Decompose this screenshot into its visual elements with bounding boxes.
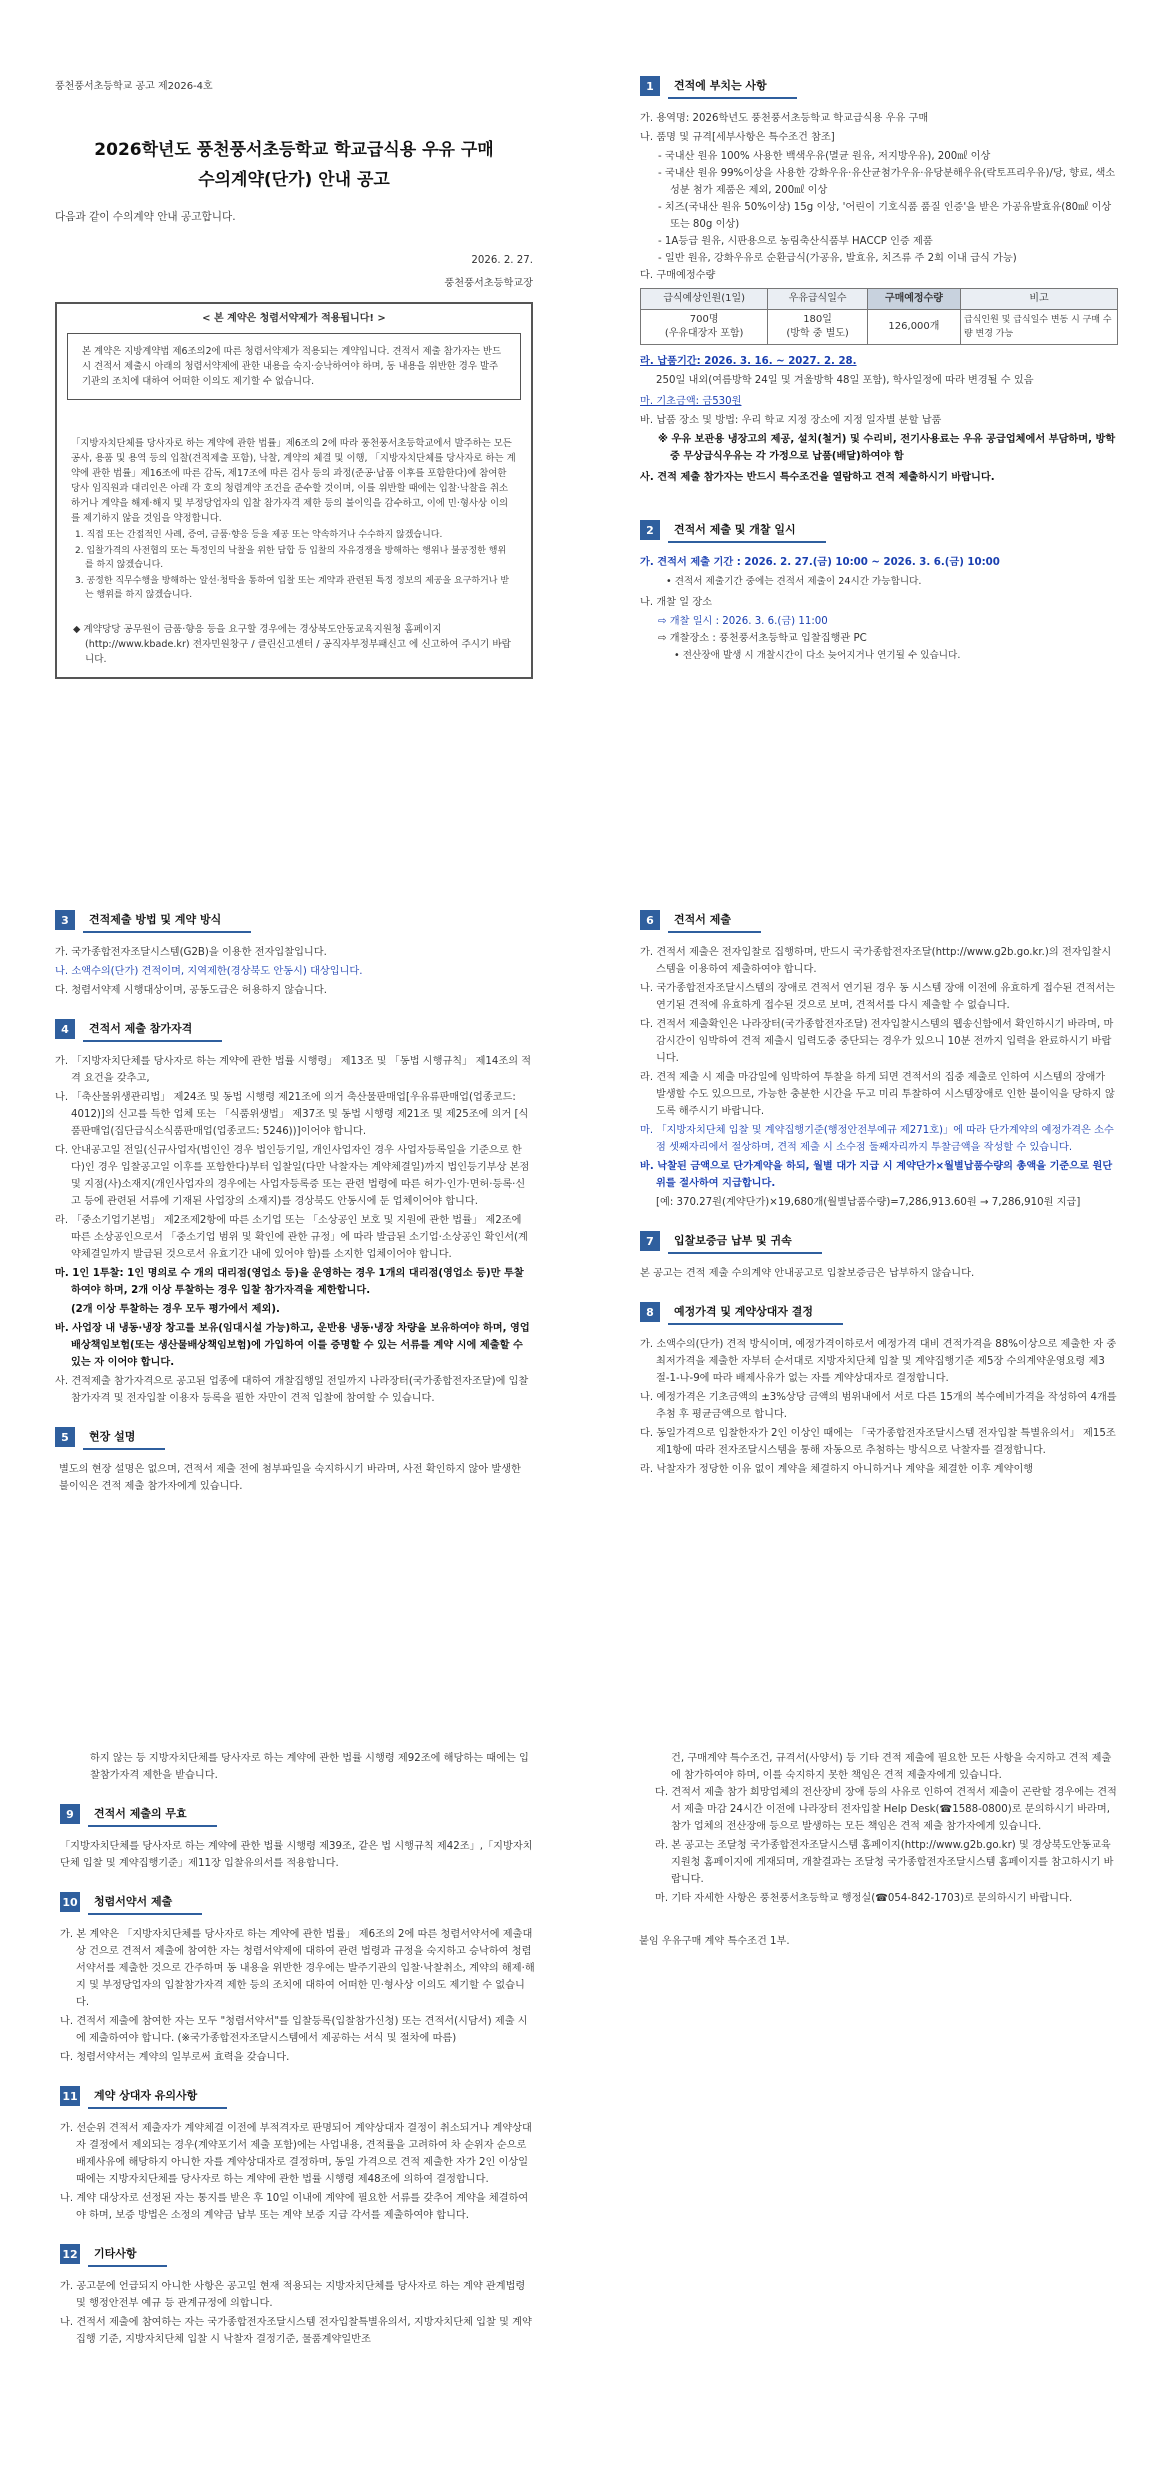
s1-item: 나. 품명 및 규격[세부사항은 특수조건 참조] xyxy=(640,132,835,143)
table-row xyxy=(641,310,1118,345)
integrity-item: 2. 입찰가격의 사전협의 또는 특정인의 낙찰을 위한 담합 등 입찰의 자유경쟁을 방해하는 행위나 불공정한 행위를 하지 않겠습니다. xyxy=(75,546,507,570)
table-header: 구매예정수량 xyxy=(867,289,960,310)
integrity-item: 1. 직접 또는 간접적인 사례, 증여, 금품·향응 등을 제공 또는 약속하거나 수수하지 않겠습니다. xyxy=(75,530,443,540)
section-number: 9 xyxy=(60,1804,80,1824)
s10-item: 가. 본 계약은 「지방자치단체를 당사자로 하는 계약에 관한 법률」 제6조의 2에 따른 청렴서약서에 제출대상 건으로 견적서 제출에 참여한 자는 청렴서약제에 대하여 관련 법령과 규정을 숙지하고 승낙하여 청렴서약서를 제출한 것으로 간주하며 동 내용을 위반한 경우에는 발주기관의 입찰·낙찰취소, 계약의 해제·해지 및 부정당업자의 입찰참가자격 제한 등의 조치에 대하여 어떠한 민·형사상 이의도 제기할 수 없습니다. xyxy=(60,1929,535,2008)
base-price: 마. 기초금액: 금530원 xyxy=(640,396,742,407)
table-cell: 126,000개 xyxy=(867,310,960,345)
section-title: 예정가격 및 계약상대자 결정 xyxy=(668,1300,843,1325)
page1b-right xyxy=(640,906,1118,1480)
table-header: 우유급식일수 xyxy=(768,289,868,310)
integrity-notice: 본 계약은 지방계약법 제6조의2에 따른 청렴서약제가 적용되는 계약입니다. 견적서 제출 참가자는 반드시 견적서 제출시 아래의 청렴서약제에 관한 내용을 숙지·승낙하여야 하며, 동 내용을 위반한 경우 발주기관의 조치에 대하여 어떠한 이의도 제기할 수 없습니다. xyxy=(67,333,521,400)
section-9-header xyxy=(60,1800,535,1828)
opening-place: ⇨ 개찰장소 : 풍천풍서초등학교 입찰집행관 PC xyxy=(658,633,867,644)
section-title: 견적서 제출 및 개찰 일시 xyxy=(668,518,826,543)
integrity-pledge: 「지방자치단체를 당사자로 하는 계약에 관한 법률」제6조의 2에 따라 풍천풍서초등학교에서 발주하는 모든 공사, 용품 및 용역 등의 입찰(견적제출 포함), 낙찰, 계약의 체결 및 이행, 「지방자치단체를 당사자로 하는 계약에 관한 법률」제16조에 따른 감독, 제17조에 따른 검사 등의 과정(준공·납품 이후를 포함한다)에 참여한 당사 임직원과 대리인은 아래 각 호의 청렴계약 조건을 준수할 것이며, 이를 위반할 때에는 입찰·낙찰을 취소하거나 계약을 해제·해지 및 부정당업자의 입찰 참가자격 제한 등의 불이익을 감수하고, 이에 민·형사상 이의를 제기하지 않을 것임을 약정합니다. xyxy=(71,438,516,524)
s5-text: 별도의 현장 설명은 없으며, 견적서 제출 전에 첨부파일을 숙지하시기 바라며, 사전 확인하지 않아 발생한 불이익은 견적 제출 참가자에게 있습니다. xyxy=(59,1464,521,1492)
s6-item: 바. 낙찰된 금액으로 단가계약을 하되, 월별 대가 지급 시 계약단가×월별납품수량의 총액을 기준으로 원단위를 절사하여 지급합니다. xyxy=(640,1161,1113,1189)
section-6-header xyxy=(640,906,1118,934)
s12-item: 나. 견적서 제출에 참여하는 자는 국가종합전자조달시스템 전자입찰특별유의서, 지방자치단체 입찰 및 계약 집행 기준, 지방자치단체 입찰 시 낙찰자 결정기준, 물품계약일반조 xyxy=(60,2317,532,2345)
intro-text: 다음과 같이 수의계약 안내 공고합니다. xyxy=(55,211,236,223)
s6-item: 라. 견적 제출 시 제출 마감일에 임박하여 투찰을 하게 되면 견적서의 집중 제출로 인하여 시스템의 장애가 발생할 수도 있으므로, 가능한 충분한 시간을 두고 미리 투찰하여 시스템장애로 인한 불이익을 당하지 않도록 해주시기 바랍니다. xyxy=(640,1072,1115,1117)
s2-item: 나. 개찰 일 장소 xyxy=(640,597,712,608)
s6-item: 가. 견적서 제출은 전자입찰로 집행하며, 반드시 국가종합전자조달(http://www.g2b.go.kr.)의 전자입찰시스템을 이용하여 제출하여야 합니다. xyxy=(640,947,1112,975)
continued-text: 건, 구매계약 특수조건, 규격서(사양서) 등 기타 견적 제출에 필요한 모든 사항을 숙지하고 견적 제출에 참가하여야 하며, 이를 숙지하지 못한 책임은 견적 제출자에게 있습니다. xyxy=(671,1753,1112,1781)
integrity-box-heading: < 본 계약은 청렴서약제가 적용됩니다! > xyxy=(202,313,386,324)
s6-example: [예: 370.27원(계약단가)×19,680개(월별납품수량)=7,286,913.60원 → 7,286,910원 지급] xyxy=(656,1197,1081,1208)
integrity-box xyxy=(55,302,533,679)
s12-item: 가. 공고문에 언급되지 아니한 사항은 공고일 현재 적용되는 지방자치단체를 당사자로 하는 계약 관계법령 및 행정안전부 예규 등 관계규정에 의합니다. xyxy=(60,2281,526,2309)
page2-right xyxy=(639,1750,1118,1950)
s10-item: 나. 견적서 제출에 참여한 자는 모두 "청렴서약서"를 입찰등록(입찰참가신청) 또는 견적서(시담서) 제출 시에 제출하여야 합니다. (※국가종합전자조달시스템에서 제공하는 서식 및 절차에 따름) xyxy=(60,2016,528,2044)
s12-item: 라. 본 공고는 조달청 국가종합전자조달시스템 홈페이지(http://www.g2b.go.kr) 및 경상북도안동교육지원청 홈페이지에 게재되며, 개찰결과는 조달청 국가종합전자조달시스템 홈페이지를 참고하시기 바랍니다. xyxy=(655,1840,1114,1885)
section-title: 견적서 제출의 무효 xyxy=(88,1802,217,1827)
section-title: 현장 설명 xyxy=(83,1425,165,1450)
s4-item: 라. 「중소기업기본법」 제2조제2항에 따른 소기업 또는 「소상공인 보호 및 지원에 관한 법률」 제2조에 따른 소상공인으로서 「중소기업 범위 및 확인에 관한 규정」에 따라 발급된 소기업·소상공인 확인서(계약체결일까지 발급된 것으로서 유효기간 내에 있어야 함)를 소지한 업체이어야 합니다. xyxy=(55,1215,528,1260)
section-2-header xyxy=(640,516,1118,544)
section-number: 11 xyxy=(60,2086,80,2106)
s8-item: 라. 낙찰자가 정당한 이유 없이 계약을 체결하지 아니하거나 계약을 체결한 이후 계약이행 xyxy=(640,1464,1034,1475)
section-number: 10 xyxy=(60,1892,80,1912)
s1-item: 바. 납품 장소 및 방법: 우리 학교 지정 장소에 지정 일자별 분할 납품 xyxy=(640,415,942,426)
s3-item: 가. 국가종합전자조달시스템(G2B)을 이용한 전자입찰입니다. xyxy=(55,947,327,958)
section-10-header xyxy=(60,1888,535,1916)
section-1-header xyxy=(640,72,1118,100)
section-title: 견적서 제출 참가자격 xyxy=(83,1017,222,1042)
s4-item: 사. 견적제출 참가자격으로 공고된 업종에 대하여 개찰집행일 전일까지 나라장터(국가종합전자조달)에 입찰참가자격 및 전자입찰 이용자 등록을 필한 자만이 견적 입찰에 참여할 수 있습니다. xyxy=(55,1376,529,1404)
section-number: 3 xyxy=(55,910,75,930)
notice-date: 2026. 2. 27. xyxy=(471,255,533,266)
attachment-note: 붙임 우유구매 계약 특수조건 1부. xyxy=(639,1936,790,1947)
section-number: 4 xyxy=(55,1019,75,1039)
s1-note: ※ 우유 보관용 냉장고의 제공, 설치(철거) 및 수리비, 전기사용료는 우유 공급업체에서 부담하며, 방학 중 무상급식우유는 각 가정으로 납품(배달)하여야 함 xyxy=(658,434,1116,462)
section-title: 견적제출 방법 및 계약 방식 xyxy=(83,908,251,933)
s1-spec: - 국내산 원유 99%이상을 사용한 강화우유·유산균첨가우유·유당분해우유(락토프리우유)/당, 향료, 색소 성분 첨가 제품은 제외, 200㎖ 이상 xyxy=(658,168,1116,196)
table-header: 급식예상인원(1일) xyxy=(641,289,768,310)
s11-item: 나. 계약 대상자로 선정된 자는 통지를 받은 후 10일 이내에 계약에 필요한 서류를 갖추어 계약을 체결하여야 하며, 보증 방법은 소정의 계약금 납부 또는 계약 보증 지급 각서를 제출하여야 합니다. xyxy=(60,2193,529,2221)
s6-item: 다. 견적서 제출확인은 나라장터(국가종합전자조달) 전자입찰시스템의 웹송신함에서 확인하시기 바라며, 마감시간이 임박하여 견적 제출시 입력도중 중단되는 경우가 있으니 10분 전까지 입력을 완료하시기 바랍니다. xyxy=(640,1019,1114,1064)
s3-item: 다. 청렴서약제 시행대상이며, 공동도급은 허용하지 않습니다. xyxy=(55,985,327,996)
section-number: 6 xyxy=(640,910,660,930)
title-line2: 수의계약(단가) 안내 공고 xyxy=(198,170,390,190)
opening-date: ⇨ 개찰 일시 : 2026. 3. 6.(금) 11:00 xyxy=(658,616,828,627)
s8-item: 가. 소액수의(단가) 견적 방식이며, 예정가격이하로서 예정가격 대비 견적가격을 88%이상으로 제출한 자 중 최저가격을 제출한 자부터 순서대로 지방자치단체 입찰 및 계약집행기준 제5장 수의계약운영요령 제3절-1-나-9에 따라 배제사유가 없는 자를 계약상대자로 결정합니다. xyxy=(640,1339,1117,1384)
section-number: 1 xyxy=(640,76,660,96)
section-title: 청렴서약서 제출 xyxy=(88,1890,202,1915)
s1-spec: - 국내산 원유 100% 사용한 백색우유(멸균 원유, 저지방우유), 200㎖ 이상 xyxy=(658,151,991,162)
section-number: 8 xyxy=(640,1302,660,1322)
issuer: 풍천풍서초등학교장 xyxy=(444,278,533,289)
s4-item: (2개 이상 투찰하는 경우 모두 평가에서 제외). xyxy=(71,1304,280,1315)
s4-item: 나. 「축산물위생관리법」 제24조 및 동법 시행령 제21조에 의거 축산물판매업[우유류판매업(업종코드: 4012)]의 신고를 득한 업체 또는 「식품위생법」 제37조 및 동법 시행령 제21조 및 제25조에 의거 [식품판매업(집단급식소식품판매업(업종코드: 5246))]이어야 합니다. xyxy=(55,1092,529,1137)
page1b-left xyxy=(55,906,533,1495)
continued-text: 하지 않는 등 지방자치단체를 당사자로 하는 계약에 관한 법률 시행령 제92조에 해당하는 때에는 입찰참가자격 제한을 받습니다. xyxy=(90,1753,529,1781)
section-8-header xyxy=(640,1298,1118,1326)
table-cell: 700명 (우유대장자 포함) xyxy=(641,310,768,345)
integrity-item: 3. 공정한 직무수행을 방해하는 알선·청탁을 통하여 입찰 또는 계약과 관련된 특정 정보의 제공을 요구하거나 받는 행위를 하지 않겠습니다. xyxy=(75,576,510,600)
s1-item: 다. 구매예정수량 xyxy=(640,270,716,281)
quantity-table xyxy=(640,288,1118,345)
section-5-header xyxy=(55,1423,533,1451)
section-4-header xyxy=(55,1015,533,1043)
table-cell: 180일 (방학 중 별도) xyxy=(768,310,868,345)
section-11-header xyxy=(60,2082,535,2110)
s3-item: 나. 소액수의(단가) 견적이며, 지역제한(경상북도 안동시) 대상입니다. xyxy=(55,966,363,977)
section-title: 계약 상대자 유의사항 xyxy=(88,2084,227,2109)
s4-item: 바. 사업장 내 냉동·냉장 창고를 보유(임대시설 가능)하고, 운반용 냉동·냉장 차량을 보유하여야 하며, 영업배상책임보험(또는 생산물배상책임보험)에 가입하여 이를 증명할 수 있는 서류를 계약 시에 제출할 수 있는 자 이어야 합니다. xyxy=(55,1323,530,1368)
section-number: 7 xyxy=(640,1231,660,1251)
table-cell: 급식인원 및 급식일수 변동 시 구매 수량 변경 가능 xyxy=(961,310,1118,345)
section-number: 2 xyxy=(640,520,660,540)
s12-item: 다. 견적서 제출 참가 희망업체의 전산장비 장애 등의 사유로 인하여 견적서 제출이 곤란할 경우에는 견적서 제출 마감 24시간 이전에 나라장터 전자입찰 Help Desk(☎1588-0800)로 문의하시기 바라며, 참가 업체의 전산장애 등으로 발생하는 모든 책임은 견적 제출 참가자에게 있습니다. xyxy=(655,1787,1117,1832)
section-7-header xyxy=(640,1227,1118,1255)
s1-spec: - 치즈(국내산 원유 50%이상) 15g 이상, '어린이 기호식품 품질 인증'을 받은 가공유발효유(80㎖ 이상 또는 80g 이상) xyxy=(658,202,1112,230)
doc-number: 풍천풍서초등학교 공고 제2026-4호 xyxy=(55,81,213,92)
integrity-items xyxy=(67,526,521,606)
section-title: 기타사항 xyxy=(88,2242,167,2267)
s1-spec: - 1A등급 원유, 시판용으로 농림축산식품부 HACCP 인증 제품 xyxy=(658,236,933,247)
s4-item: 마. 1인 1투찰: 1인 명의로 수 개의 대리점(영업소 등)을 운영하는 경우 1개의 대리점(영업소 등)만 투찰하여야 하며, 2개 이상 투찰하는 경우 입찰 참가자격을 제한합니다. xyxy=(55,1268,524,1296)
s10-item: 다. 청렴서약서는 계약의 일부로써 효력을 갖습니다. xyxy=(60,2052,290,2063)
title-line1: 2026학년도 풍천풍서초등학교 학교급식용 우유 구매 xyxy=(94,140,494,160)
section-title: 견적에 부치는 사항 xyxy=(668,74,797,99)
section-3-header xyxy=(55,906,533,934)
s2-note: • 견적서 제출기간 중에는 견적서 제출이 24시간 가능합니다. xyxy=(666,576,922,587)
s1-item: 사. 견적 제출 참가자는 반드시 특수조건을 열람하고 견적 제출하시기 바랍니다. xyxy=(640,472,995,483)
s9-text: 「지방자치단체를 당사자로 하는 계약에 관한 법률 시행령 제39조, 같은 법 시행규칙 제42조」,「지방자치단체 입찰 및 계약집행기준」제11장 입찰유의서를 적용합니다. xyxy=(60,1841,533,1869)
s8-item: 다. 동일가격으로 입찰한자가 2인 이상인 때에는 「국가종합전자조달시스템 전자입찰 특별유의서」 제15조 제1항에 따라 전자조달시스템을 통해 자동으로 추첨하는 방식으로 낙찰자를 결정합니다. xyxy=(640,1428,1116,1456)
s6-item: 나. 국가종합전자조달시스템의 장애로 견적서 연기된 경우 동 시스템 장애 이전에 유효하게 접수된 견적서는 연기된 견적에 유효하게 접수된 것으로 보며, 견적서를 다시 제출할 수 없습니다. xyxy=(640,983,1116,1011)
s2-note: • 전산장애 발생 시 개찰시간이 다소 늦어지거나 연기될 수 있습니다. xyxy=(674,650,961,661)
section-title: 견적서 제출 xyxy=(668,908,761,933)
delivery-note: 250일 내외(여름방학 24일 및 겨울방학 48일 포함), 학사일정에 따라 변경될 수 있음 xyxy=(656,375,1034,386)
report-notice: ◆ 계약당당 공무원이 금품·향응 등을 요구할 경우에는 경상북도안동교육지원청 홈페이지(http://www.kbade.kr) 전자민원창구 / 클린신고센터 / 공직자부정부패신고 에 신고하여 주시기 바랍니다. xyxy=(73,624,511,665)
s4-item: 다. 안내공고일 전일(신규사업자(법인인 경우 법인등기일, 개인사업자인 경우 사업자등록일을 기준으로 한다)인 경우 입찰공고일 이후를 포함한다)부터 입찰일(다만 낙찰자는 계약체결일)까지 법인등기부상 본점 및 지점(사)소재지(개인사업자의 경우에는 사업자등록증 또는 관련 법령에 따른 허가·인가·면허·등록·신고 등에 관련된 서류에 기재된 사업장의 소재지)를 경상북도 안동시에 둔 업체이어야 합니다. xyxy=(55,1145,530,1207)
delivery-period: 라. 납품기간: 2026. 3. 16. ~ 2027. 2. 28. xyxy=(640,356,857,367)
section-title: 입찰보증금 납부 및 귀속 xyxy=(668,1229,822,1254)
s1-spec: - 일반 원유, 강화우유로 순환급식(가공유, 발효유, 치즈류 주 2회 이내 급식 가능) xyxy=(658,253,1017,264)
s12-item: 마. 기타 자세한 사항은 풍천풍서초등학교 행정실(☎054-842-1703)로 문의하시기 바랍니다. xyxy=(655,1893,1073,1904)
s11-item: 가. 선순위 견적서 제출자가 계약체결 이전에 부적격자로 판명되어 계약상대자 결정이 취소되거나 계약상대자 결정에서 제외되는 경우(계약포기서 제출 포함)에는 사업내용, 견적률을 고려하여 차 순위자 순으로 배제사유에 해당하지 아니한 자를 계약상대자로 결정하며, 동일 가격으로 견적 제출한 자가 2인 이상일 때에는 지방자치단체를 당사자로 하는 계약에 관한 법률 시행령 제48조에 의하여 결정합니다. xyxy=(60,2123,532,2185)
s7-text: 본 공고는 견적 제출 수의계약 안내공고로 입찰보증금은 납부하지 않습니다. xyxy=(640,1268,975,1279)
table-header: 비고 xyxy=(961,289,1118,310)
page1-right xyxy=(640,72,1118,664)
page2-left xyxy=(60,1750,535,2350)
section-number: 12 xyxy=(60,2244,80,2264)
section-number: 5 xyxy=(55,1427,75,1447)
section-12-header xyxy=(60,2240,535,2268)
s4-item: 가. 「지방자치단체를 당사자로 하는 계약에 관한 법률 시행령」 제13조 및 「동법 시행규칙」 제14조의 적격 요건을 갖추고, xyxy=(55,1056,532,1084)
s8-item: 나. 예정가격은 기초금액의 ±3%상당 금액의 범위내에서 서로 다른 15개의 복수예비가격을 작성하여 4개를 추첨 후 평균금액으로 합니다. xyxy=(640,1392,1117,1420)
s1-item: 가. 용역명: 2026학년도 풍천풍서초등학교 학교급식용 우유 구매 xyxy=(640,113,929,124)
s6-item: 마. 「지방자치단체 입찰 및 계약집행기준(행정안전부예규 제271호)」에 따라 단가계약의 예정가격은 소수점 셋째자리에서 절상하며, 견적 제출 시 소수점 둘째자리까지 투찰금액을 작성할 수 있습니다. xyxy=(640,1125,1114,1153)
submission-period: 가. 견적서 제출 기간 : 2026. 2. 27.(금) 10:00 ~ 2026. 3. 6.(금) 10:00 xyxy=(640,557,1000,568)
page1-left xyxy=(55,78,533,679)
